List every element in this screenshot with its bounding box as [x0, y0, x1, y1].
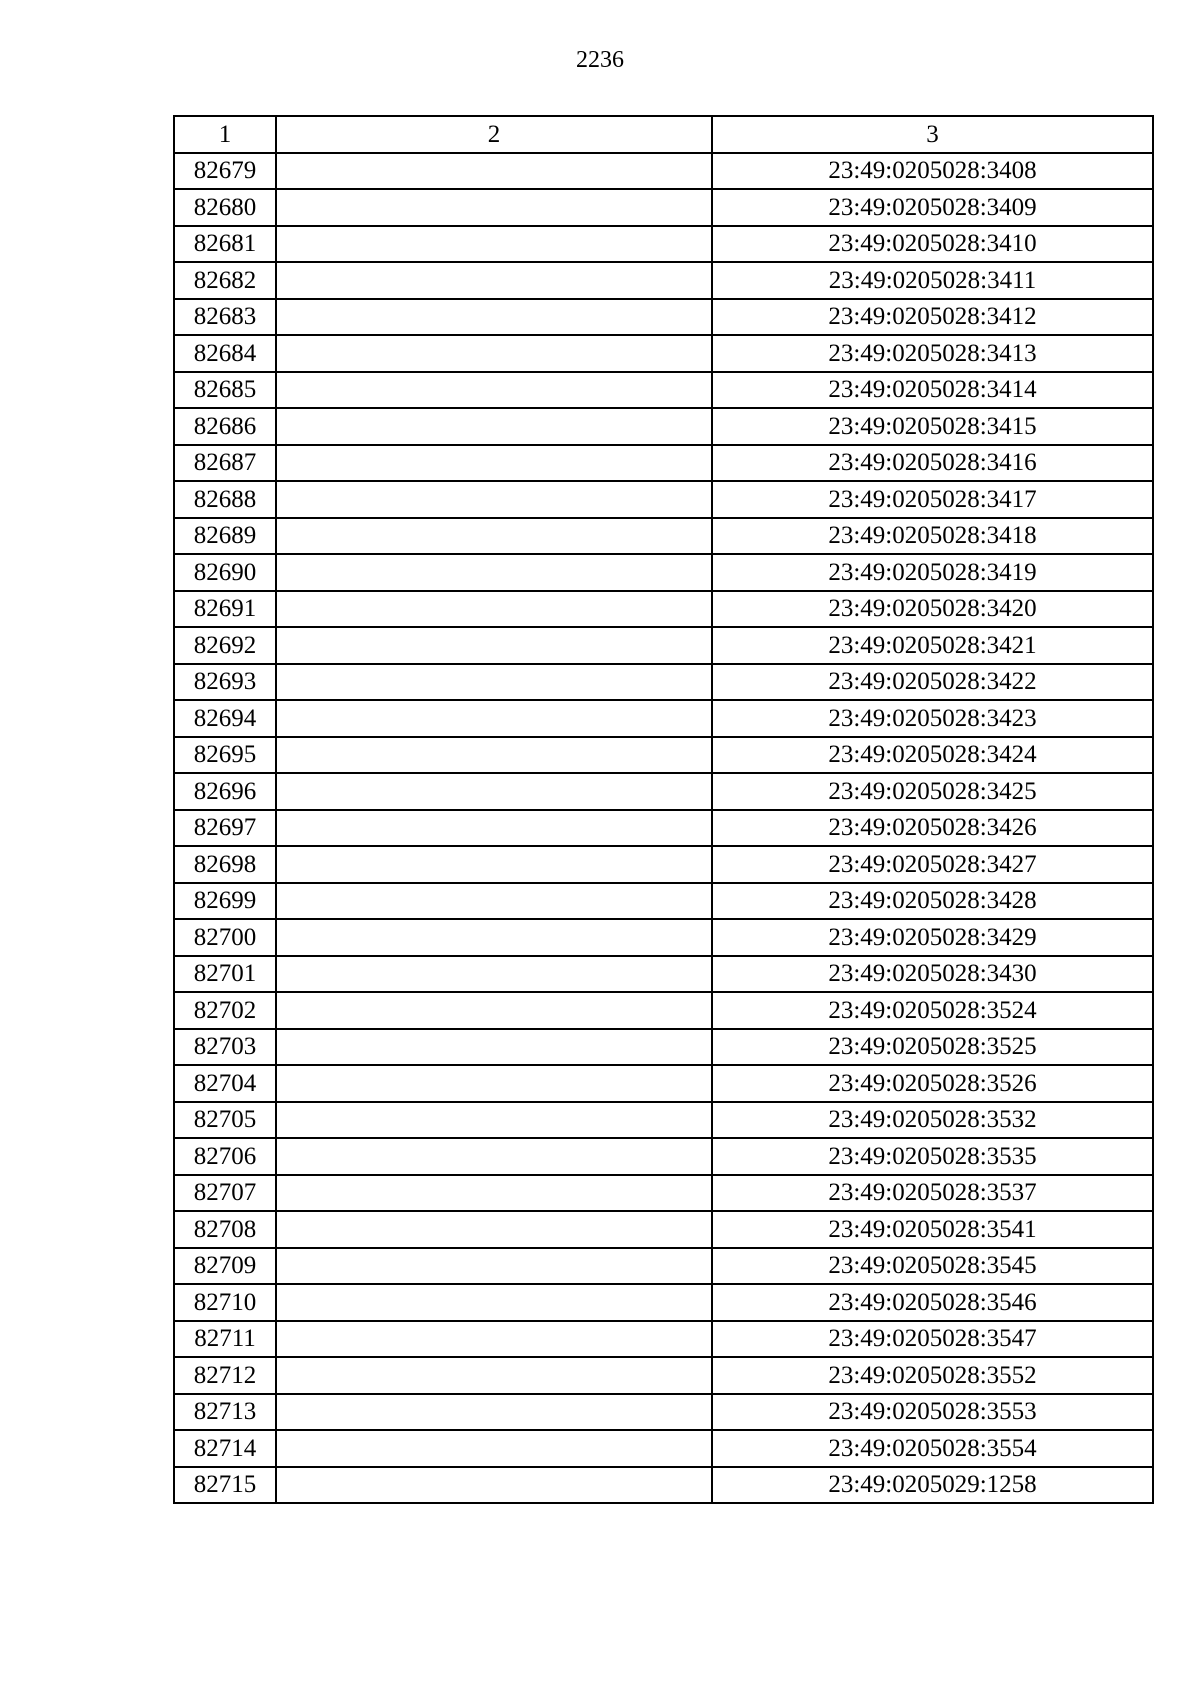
row-number-cell: 82681	[174, 226, 276, 263]
page-number: 2236	[576, 47, 624, 73]
table-row	[174, 153, 1153, 190]
table-body	[174, 153, 1153, 1504]
cadastral-number-cell: 23:49:0205028:3409	[712, 189, 1153, 226]
cadastral-number-cell: 23:49:0205028:3430	[712, 956, 1153, 993]
column-2-cell	[276, 591, 712, 628]
column-2-cell	[276, 189, 712, 226]
registry-table	[173, 115, 1154, 1504]
row-number-cell: 82698	[174, 846, 276, 883]
row-number-cell: 82690	[174, 554, 276, 591]
column-2-cell	[276, 226, 712, 263]
table-row	[174, 226, 1153, 263]
table-row	[174, 1467, 1153, 1504]
column-2-cell	[276, 335, 712, 372]
row-number-cell: 82691	[174, 591, 276, 628]
column-2-cell	[276, 664, 712, 701]
table-row	[174, 1211, 1153, 1248]
column-2-cell	[276, 518, 712, 555]
table-row	[174, 883, 1153, 920]
row-number-cell: 82684	[174, 335, 276, 372]
cadastral-number-cell: 23:49:0205028:3411	[712, 262, 1153, 299]
column-2-cell	[276, 883, 712, 920]
cadastral-number-cell: 23:49:0205028:3541	[712, 1211, 1153, 1248]
header-row	[174, 116, 1153, 153]
table-row	[174, 1357, 1153, 1394]
row-number-cell: 82696	[174, 773, 276, 810]
table-row	[174, 1284, 1153, 1321]
table-row	[174, 1321, 1153, 1358]
table-row	[174, 773, 1153, 810]
cadastral-number-cell: 23:49:0205028:3428	[712, 883, 1153, 920]
row-number-cell: 82685	[174, 372, 276, 409]
table-row	[174, 1065, 1153, 1102]
cadastral-number-cell: 23:49:0205028:3417	[712, 481, 1153, 518]
column-2-cell	[276, 1357, 712, 1394]
cadastral-number-cell: 23:49:0205028:3410	[712, 226, 1153, 263]
column-2-cell	[276, 1029, 712, 1066]
table-row	[174, 554, 1153, 591]
cadastral-number-cell: 23:49:0205028:3427	[712, 846, 1153, 883]
table-row	[174, 919, 1153, 956]
cadastral-number-cell: 23:49:0205028:3532	[712, 1102, 1153, 1139]
row-number-cell: 82709	[174, 1248, 276, 1285]
cadastral-number-cell: 23:49:0205028:3424	[712, 737, 1153, 774]
row-number-cell: 82682	[174, 262, 276, 299]
row-number-cell: 82710	[174, 1284, 276, 1321]
column-2-cell	[276, 1284, 712, 1321]
row-number-cell: 82703	[174, 1029, 276, 1066]
row-number-cell: 82686	[174, 408, 276, 445]
row-number-cell: 82695	[174, 737, 276, 774]
cadastral-number-cell: 23:49:0205028:3414	[712, 372, 1153, 409]
cadastral-number-cell: 23:49:0205028:3423	[712, 700, 1153, 737]
cadastral-number-cell: 23:49:0205028:3412	[712, 299, 1153, 336]
row-number-cell: 82692	[174, 627, 276, 664]
column-2-cell	[276, 773, 712, 810]
column-2-cell	[276, 700, 712, 737]
cadastral-number-cell: 23:49:0205028:3419	[712, 554, 1153, 591]
column-2-cell	[276, 992, 712, 1029]
cadastral-number-cell: 23:49:0205028:3526	[712, 1065, 1153, 1102]
table-row	[174, 737, 1153, 774]
cadastral-number-cell: 23:49:0205028:3415	[712, 408, 1153, 445]
table-row	[174, 299, 1153, 336]
table-row	[174, 481, 1153, 518]
table-row	[174, 335, 1153, 372]
cadastral-number-cell: 23:49:0205028:3535	[712, 1138, 1153, 1175]
column-2-cell	[276, 372, 712, 409]
column-2-cell	[276, 299, 712, 336]
column-2-cell	[276, 481, 712, 518]
column-2-cell	[276, 408, 712, 445]
cadastral-number-cell: 23:49:0205028:3421	[712, 627, 1153, 664]
table-row	[174, 1138, 1153, 1175]
cadastral-number-cell: 23:49:0205028:3554	[712, 1430, 1153, 1467]
header-column-2: 2	[276, 116, 712, 153]
cadastral-number-cell: 23:49:0205028:3416	[712, 445, 1153, 482]
header-column-1: 1	[174, 116, 276, 153]
row-number-cell: 82699	[174, 883, 276, 920]
row-number-cell: 82704	[174, 1065, 276, 1102]
column-2-cell	[276, 1321, 712, 1358]
column-2-cell	[276, 1102, 712, 1139]
table-row	[174, 700, 1153, 737]
column-2-cell	[276, 737, 712, 774]
cadastral-number-cell: 23:49:0205028:3425	[712, 773, 1153, 810]
column-2-cell	[276, 846, 712, 883]
table-row	[174, 518, 1153, 555]
column-2-cell	[276, 445, 712, 482]
row-number-cell: 82713	[174, 1394, 276, 1431]
row-number-cell: 82683	[174, 299, 276, 336]
cadastral-number-cell: 23:49:0205028:3420	[712, 591, 1153, 628]
column-2-cell	[276, 1430, 712, 1467]
cadastral-number-cell: 23:49:0205028:3413	[712, 335, 1153, 372]
table-row	[174, 1175, 1153, 1212]
row-number-cell: 82706	[174, 1138, 276, 1175]
cadastral-number-cell: 23:49:0205028:3537	[712, 1175, 1153, 1212]
table-row	[174, 372, 1153, 409]
row-number-cell: 82707	[174, 1175, 276, 1212]
column-2-cell	[276, 1065, 712, 1102]
row-number-cell: 82700	[174, 919, 276, 956]
table-row	[174, 1430, 1153, 1467]
cadastral-number-cell: 23:49:0205028:3525	[712, 1029, 1153, 1066]
table-row	[174, 846, 1153, 883]
table-row	[174, 262, 1153, 299]
column-2-cell	[276, 1211, 712, 1248]
row-number-cell: 82693	[174, 664, 276, 701]
row-number-cell: 82694	[174, 700, 276, 737]
column-2-cell	[276, 1467, 712, 1504]
row-number-cell: 82689	[174, 518, 276, 555]
column-2-cell	[276, 1175, 712, 1212]
column-2-cell	[276, 956, 712, 993]
table-row	[174, 189, 1153, 226]
column-2-cell	[276, 627, 712, 664]
table-row	[174, 956, 1153, 993]
row-number-cell: 82702	[174, 992, 276, 1029]
row-number-cell: 82715	[174, 1467, 276, 1504]
column-2-cell	[276, 1248, 712, 1285]
table-row	[174, 1248, 1153, 1285]
table-row	[174, 1102, 1153, 1139]
row-number-cell: 82714	[174, 1430, 276, 1467]
cadastral-number-cell: 23:49:0205028:3408	[712, 153, 1153, 190]
row-number-cell: 82701	[174, 956, 276, 993]
row-number-cell: 82697	[174, 810, 276, 847]
row-number-cell: 82679	[174, 153, 276, 190]
row-number-cell: 82708	[174, 1211, 276, 1248]
cadastral-number-cell: 23:49:0205028:3553	[712, 1394, 1153, 1431]
cadastral-number-cell: 23:49:0205028:3418	[712, 518, 1153, 555]
cadastral-number-cell: 23:49:0205029:1258	[712, 1467, 1153, 1504]
column-2-cell	[276, 1394, 712, 1431]
cadastral-number-cell: 23:49:0205028:3547	[712, 1321, 1153, 1358]
column-2-cell	[276, 153, 712, 190]
cadastral-number-cell: 23:49:0205028:3429	[712, 919, 1153, 956]
table-header	[174, 116, 1153, 153]
row-number-cell: 82680	[174, 189, 276, 226]
row-number-cell: 82687	[174, 445, 276, 482]
cadastral-number-cell: 23:49:0205028:3552	[712, 1357, 1153, 1394]
table-row	[174, 445, 1153, 482]
cadastral-number-cell: 23:49:0205028:3422	[712, 664, 1153, 701]
cadastral-number-cell: 23:49:0205028:3524	[712, 992, 1153, 1029]
table-row	[174, 992, 1153, 1029]
column-2-cell	[276, 919, 712, 956]
table-row	[174, 1029, 1153, 1066]
row-number-cell: 82688	[174, 481, 276, 518]
header-column-3: 3	[712, 116, 1153, 153]
table-row	[174, 810, 1153, 847]
column-2-cell	[276, 810, 712, 847]
row-number-cell: 82705	[174, 1102, 276, 1139]
table-row	[174, 664, 1153, 701]
table-row	[174, 591, 1153, 628]
table-row	[174, 1394, 1153, 1431]
table-row	[174, 408, 1153, 445]
column-2-cell	[276, 262, 712, 299]
cadastral-number-cell: 23:49:0205028:3546	[712, 1284, 1153, 1321]
column-2-cell	[276, 1138, 712, 1175]
cadastral-number-cell: 23:49:0205028:3426	[712, 810, 1153, 847]
cadastral-number-cell: 23:49:0205028:3545	[712, 1248, 1153, 1285]
row-number-cell: 82711	[174, 1321, 276, 1358]
table-row	[174, 627, 1153, 664]
column-2-cell	[276, 554, 712, 591]
row-number-cell: 82712	[174, 1357, 276, 1394]
